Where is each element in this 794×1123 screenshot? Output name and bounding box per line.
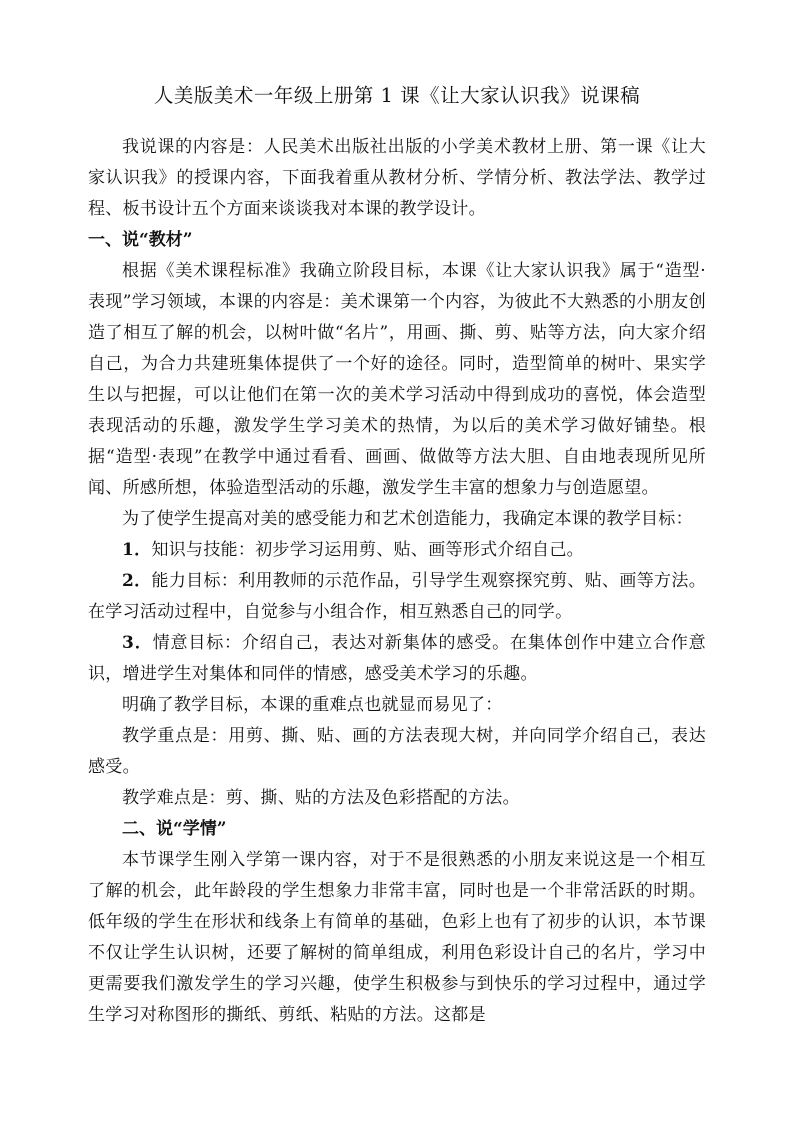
- key-points-intro: 明确了教学目标，本课的重难点也就显而易见了：: [122, 695, 503, 715]
- goal-number: 2．: [122, 571, 152, 591]
- goal-item-ability: [88, 566, 706, 628]
- goal-text: 知识与技能：初步学习运用剪、贴、画等形式介绍自己。: [151, 540, 584, 560]
- goal-number: 1．: [122, 540, 152, 560]
- section-heading-students: 二、说“学情”: [122, 819, 227, 839]
- goal-text: 情意目标：介绍自己，表达对新集体的感受。在集体创作中建立合作意识，增进学生对集体和同伴的情感，感受美术学习的乐趣。: [88, 633, 706, 684]
- textbook-analysis-paragraph: 根据《美术课程标准》我确立阶段目标，本课《让大家认识我》属于“造型·表现”学习领域，本课的内容是：美术课第一个内容，为彼此不大熟悉的小朋友创造了相互了解的机会，以树叶做“名片”，用画、撕、剪、贴等方法，向大家介绍自己，为合力共建班集体提供了一个好的途径。同时，造型简单的树叶、果实学生以与把握，可以让他们在第一次的美术学习活动中得到成功的喜悦，体会造型表现活动的乐趣，激发学生学习美术的热情，为以后的美术学习做好铺垫。根据“造型·表现”在教学中通过看看、画画、做做等方法大胆、自由地表现所见所闻、所感所想，体验造型活动的乐趣，激发学生丰富的想象力与创造愿望。: [88, 261, 706, 498]
- intro-paragraph: 我说课的内容是：人民美术出版社出版的小学美术教材上册、第一课《让大家认识我》的授课内容，下面我着重从教材分析、学情分析、教法学法、教学过程、板书设计五个方面来谈谈我对本课的教学设计。: [88, 137, 706, 219]
- teaching-difficulty: 教学难点是：剪、撕、贴的方法及色彩搭配的方法。: [122, 788, 520, 808]
- goal-item-knowledge: [88, 535, 706, 566]
- section-heading-textbook: 一、说“教材”: [88, 230, 193, 250]
- goal-number: 3．: [122, 633, 153, 653]
- teaching-goals-intro: 为了使学生提高对美的感受能力和艺术创造能力，我确定本课的教学目标：: [122, 509, 693, 529]
- teaching-focus: 教学重点是：用剪、撕、贴、画的方法表现大树，并向同学介绍自己，表达感受。: [88, 726, 706, 777]
- goal-text: 能力目标：利用教师的示范作品，引导学生观察探究剪、贴、画等方法。在学习活动过程中，自觉参与小组合作，相互熟悉自己的同学。: [88, 571, 706, 622]
- document-title: 人美版美术一年级上册第 1 课《让大家认识我》说课稿: [153, 84, 641, 107]
- student-analysis-paragraph: 本节课学生刚入学第一课内容，对于不是很熟悉的小朋友来说这是一个相互了解的机会，此年龄段的学生想象力非常丰富，同时也是一个非常活跃的时期。低年级的学生在形状和线条上有简单的基础，色彩上也有了初步的认识，本节课不仅让学生认识树，还要了解树的简单组成，利用色彩设计自己的名片，学习中更需要我们激发学生的学习兴趣，使学生积极参与到快乐的学习过程中，通过学生学习对称图形的撕纸、剪纸、粘贴的方法。这都是: [88, 850, 706, 1025]
- goal-item-emotion: [88, 628, 706, 690]
- document-page: [88, 80, 706, 1031]
